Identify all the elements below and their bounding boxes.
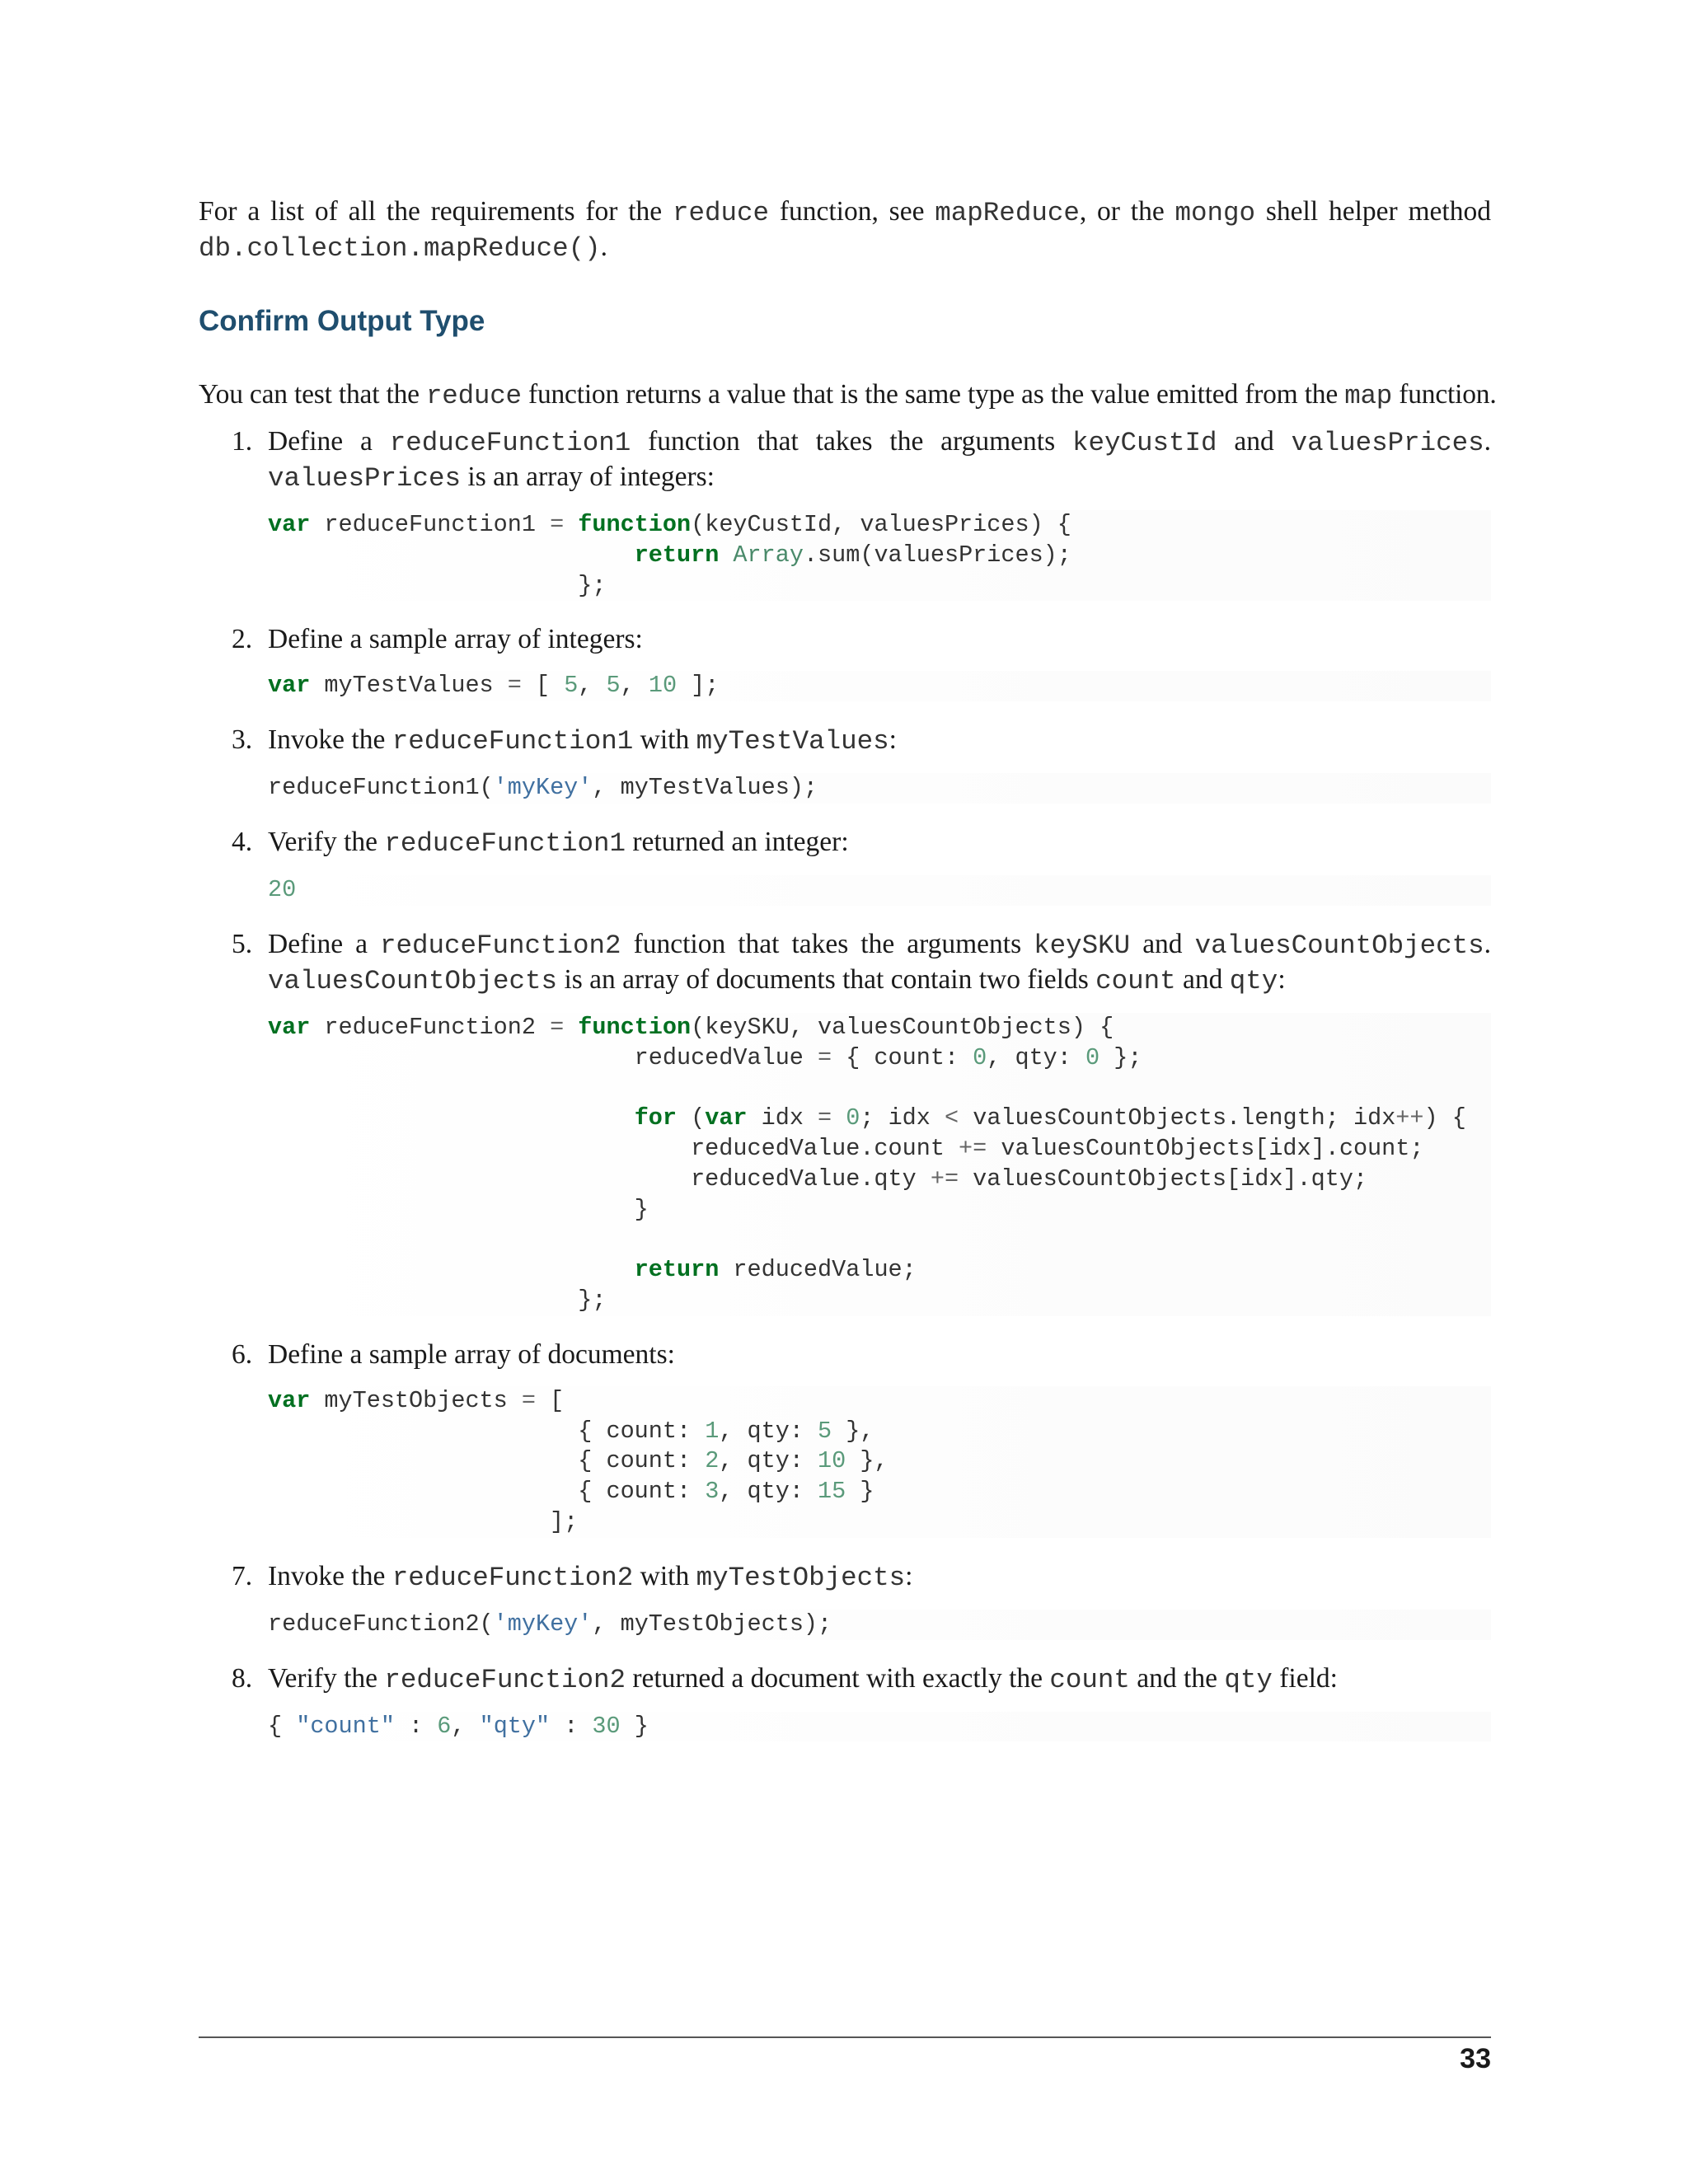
- code-token: }: [268, 1195, 649, 1223]
- code-token: 'myKey': [493, 1610, 593, 1638]
- code-token: [832, 1104, 846, 1132]
- code-token: ];: [268, 1507, 579, 1535]
- inline-code: myTestValues: [696, 726, 889, 757]
- text: and: [1130, 928, 1195, 959]
- list-item: [199, 825, 1491, 906]
- text: returned an integer:: [625, 826, 849, 857]
- code-token: ,: [620, 672, 649, 700]
- text: .: [1484, 426, 1491, 457]
- code-token: var: [705, 1104, 748, 1132]
- code-token: reduceFunction2: [310, 1013, 551, 1041]
- code-token: , qty:: [719, 1447, 818, 1475]
- text: function that takes the arguments: [621, 928, 1034, 959]
- code-token: , qty:: [987, 1043, 1085, 1071]
- code-token: <: [945, 1104, 959, 1132]
- text: Verify the: [268, 1662, 385, 1694]
- list-item: [199, 424, 1491, 601]
- code-block: [268, 1386, 1491, 1538]
- code-token: idx: [747, 1104, 818, 1132]
- code-token: var: [268, 511, 311, 538]
- text: shell helper method: [1255, 196, 1491, 227]
- document-page: [199, 194, 1497, 1741]
- steps-list: [199, 424, 1491, 1741]
- text: is an array of documents that contain two fields: [557, 963, 1096, 995]
- text: Define a sample array of documents:: [268, 1338, 675, 1370]
- code-block: [268, 875, 1491, 906]
- code-token: 5: [606, 672, 621, 700]
- lead-paragraph: [199, 377, 1497, 413]
- code-token: return: [634, 541, 720, 569]
- code-token: for: [634, 1104, 677, 1132]
- inline-code: qty: [1224, 1664, 1273, 1695]
- step-text: [268, 825, 1491, 860]
- text: :: [1278, 963, 1286, 995]
- mapreduce-link[interactable]: mapReduce: [935, 198, 1080, 228]
- inline-code: keyCustId: [1071, 428, 1217, 458]
- code-token: },: [846, 1447, 889, 1475]
- code-token: }: [620, 1712, 649, 1740]
- text: You can test that the: [199, 379, 426, 410]
- code-token: Array: [733, 541, 804, 569]
- code-token: }: [846, 1478, 874, 1506]
- code-token: :: [550, 1712, 593, 1740]
- inline-code: myTestObjects: [696, 1562, 906, 1593]
- code-token: reduceFunction1: [310, 511, 551, 538]
- code-token: };: [268, 1286, 607, 1314]
- inline-code: valuesPrices: [268, 463, 462, 494]
- code-token: +=: [959, 1134, 987, 1162]
- inline-code: reduceFunction2: [392, 1562, 634, 1593]
- step-number: 2.: [232, 624, 253, 655]
- list-item: [199, 1559, 1491, 1640]
- code-token: (keySKU, valuesCountObjects) {: [691, 1013, 1114, 1041]
- step-text: [268, 927, 1491, 998]
- code-token: =: [818, 1104, 832, 1132]
- code-token: (keyCustId, valuesPrices) {: [691, 511, 1071, 538]
- code-token: [268, 541, 635, 569]
- code-token: [268, 1256, 635, 1283]
- code-token: (: [677, 1104, 706, 1132]
- list-item: [199, 927, 1491, 1316]
- list-item: [199, 1661, 1491, 1742]
- code-token: return: [634, 1256, 720, 1284]
- code-token: "count": [296, 1712, 395, 1740]
- text: Invoke the: [268, 1560, 392, 1591]
- code-token: [268, 1104, 635, 1132]
- text: returned a document with exactly the: [625, 1662, 1050, 1694]
- code-token: {: [268, 1712, 297, 1740]
- text: Define a: [268, 426, 390, 457]
- step-text: [268, 622, 1491, 656]
- inline-code: map: [1344, 381, 1393, 411]
- step-text: [268, 424, 1491, 495]
- code-token: "qty": [479, 1712, 551, 1740]
- text: Define a: [268, 928, 381, 959]
- step-number: 8.: [232, 1662, 253, 1694]
- code-token: :: [394, 1712, 438, 1740]
- list-item: [199, 1338, 1491, 1538]
- code-token: ) {: [1423, 1104, 1466, 1132]
- text: , or the: [1079, 196, 1175, 227]
- code-token: , myTestValues);: [592, 774, 818, 802]
- inline-code: reduce: [672, 198, 770, 228]
- inline-code: reduceFunction1: [384, 827, 626, 859]
- list-item: [199, 723, 1491, 804]
- code-token: valuesCountObjects.length; idx: [959, 1104, 1396, 1132]
- step-number: 4.: [232, 826, 253, 857]
- text: with: [633, 724, 696, 756]
- text: with: [633, 1560, 696, 1591]
- code-token: reducedValue;: [719, 1256, 917, 1284]
- code-token: 5: [564, 672, 579, 700]
- step-text: [268, 723, 1491, 758]
- code-token: },: [832, 1417, 874, 1445]
- code-token: ,: [451, 1712, 480, 1740]
- section-heading: Confirm Output Type: [199, 305, 485, 337]
- code-token: var: [268, 1386, 311, 1414]
- code-token: myTestObjects: [310, 1386, 522, 1414]
- step-number: 1.: [232, 426, 253, 457]
- inline-code: valuesCountObjects: [1194, 930, 1484, 961]
- code-block: [268, 510, 1491, 601]
- text: field:: [1272, 1662, 1338, 1694]
- code-block: [268, 1712, 1491, 1742]
- intro-paragraph: [199, 194, 1491, 265]
- inline-code: mongo: [1175, 198, 1256, 228]
- code-token: [564, 511, 578, 538]
- mapreduce-method-link[interactable]: db.collection.mapReduce(): [199, 233, 601, 264]
- code-token: ; idx: [860, 1104, 945, 1132]
- code-token: ++: [1395, 1104, 1424, 1132]
- code-token: var: [268, 1013, 311, 1041]
- inline-code: reduce: [425, 381, 522, 411]
- text: function returns a value that is the same type as the value emitted from the: [521, 379, 1345, 410]
- text: .: [1484, 928, 1491, 959]
- code-token: valuesCountObjects[idx].count;: [987, 1134, 1424, 1162]
- code-token: [: [535, 1386, 565, 1414]
- inline-code: reduceFunction2: [384, 1664, 626, 1695]
- code-token: [: [521, 672, 565, 700]
- code-token: =: [550, 511, 565, 538]
- code-token: 30: [592, 1712, 621, 1740]
- code-block: [268, 671, 1491, 701]
- code-token: { count:: [268, 1478, 706, 1506]
- code-token: , myTestObjects);: [592, 1610, 832, 1638]
- text: Invoke the: [268, 724, 392, 756]
- step-text: [268, 1338, 1491, 1371]
- code-token: 2: [705, 1447, 720, 1475]
- code-block: [268, 773, 1491, 804]
- code-token: function: [578, 1013, 692, 1041]
- code-token: 10: [818, 1447, 846, 1475]
- code-token: valuesCountObjects[idx].qty;: [959, 1165, 1368, 1193]
- code-token: =: [818, 1043, 832, 1071]
- code-token: 10: [648, 672, 678, 700]
- page-number: 33: [1460, 2043, 1491, 2074]
- code-block: [268, 1013, 1491, 1316]
- inline-code: valuesPrices: [1291, 428, 1484, 458]
- text: and: [1217, 426, 1292, 457]
- text: and: [1175, 963, 1230, 995]
- step-number: 3.: [232, 724, 253, 756]
- inline-code: reduceFunction2: [380, 930, 621, 961]
- step-number: 7.: [232, 1560, 253, 1591]
- code-token: reducedValue: [268, 1043, 818, 1071]
- text: Define a sample array of integers:: [268, 624, 643, 655]
- code-token: +=: [930, 1165, 959, 1193]
- code-token: 5: [818, 1417, 832, 1445]
- inline-code: keySKU: [1034, 930, 1131, 961]
- code-token: ];: [677, 672, 720, 700]
- text: function, see: [769, 196, 935, 227]
- code-token: 'myKey': [493, 774, 593, 802]
- code-token: };: [268, 571, 607, 599]
- code-token: { count:: [268, 1417, 706, 1445]
- code-token: , qty:: [719, 1417, 818, 1445]
- code-token: function: [578, 511, 692, 538]
- code-token: 0: [846, 1104, 860, 1132]
- code-token: reduceFunction1(: [268, 774, 494, 802]
- code-block: [268, 1610, 1491, 1640]
- step-text: [268, 1559, 1491, 1595]
- text: function.: [1392, 379, 1497, 410]
- code-token: { count:: [832, 1043, 973, 1071]
- code-token: reducedValue.qty: [268, 1165, 931, 1193]
- code-token: [719, 541, 733, 569]
- code-token: =: [507, 672, 522, 700]
- code-token: reducedValue.count: [268, 1134, 959, 1162]
- text: function that takes the arguments: [631, 426, 1072, 457]
- code-token: [564, 1014, 578, 1041]
- step-number: 5.: [232, 928, 253, 959]
- list-item: [199, 622, 1491, 701]
- code-token: 15: [818, 1478, 846, 1506]
- code-token: 20: [268, 875, 297, 903]
- code-token: ,: [578, 672, 607, 700]
- text: :: [889, 724, 897, 756]
- code-token: 6: [437, 1712, 452, 1740]
- code-token: };: [1100, 1043, 1142, 1071]
- text: is an array of integers:: [461, 462, 715, 492]
- code-token: 3: [705, 1478, 720, 1506]
- text: and the: [1129, 1662, 1225, 1694]
- code-token: 0: [1085, 1043, 1100, 1071]
- code-token: { count:: [268, 1447, 706, 1475]
- inline-code: reduceFunction1: [392, 726, 634, 757]
- step-text: [268, 1661, 1491, 1697]
- code-token: , qty:: [719, 1478, 818, 1506]
- code-token: .sum(valuesPrices);: [803, 541, 1071, 569]
- inline-code: count: [1049, 1664, 1130, 1695]
- inline-code: qty: [1229, 965, 1278, 996]
- code-token: reduceFunction2(: [268, 1610, 494, 1638]
- footer-divider: [199, 2036, 1491, 2038]
- inline-code: count: [1095, 965, 1176, 996]
- code-token: var: [268, 672, 311, 700]
- code-token: myTestValues: [310, 672, 508, 700]
- code-token: 1: [705, 1417, 720, 1445]
- text: Verify the: [268, 826, 385, 857]
- text: For a list of all the requirements for the: [199, 196, 673, 227]
- text: :: [905, 1560, 913, 1591]
- step-number: 6.: [232, 1338, 253, 1370]
- code-token: =: [521, 1386, 536, 1414]
- inline-code: reduceFunction1: [389, 428, 631, 458]
- inline-code: valuesCountObjects: [268, 965, 558, 996]
- code-token: =: [550, 1013, 565, 1041]
- text: .: [600, 232, 607, 262]
- code-token: 0: [973, 1043, 987, 1071]
